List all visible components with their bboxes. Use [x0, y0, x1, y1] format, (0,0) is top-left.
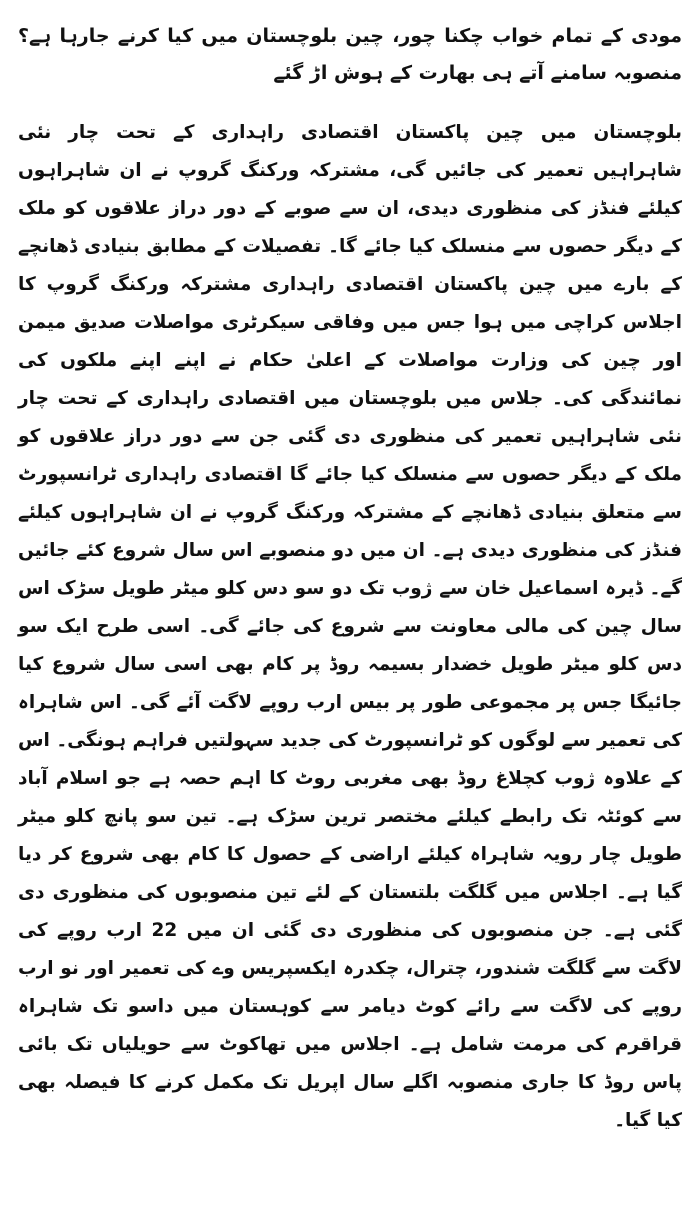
- article-body: بلوچستان میں چین پاکستان اقتصادی راہداری کے تحت چار نئی شاہراہیں تعمیر کی جائیں گی، مشترکہ ورکنگ گروپ نے ان شاہراہوں کیلئے فنڈز کی منظوری دیدی، ان سے صوبے کے دور دراز علاقوں کو ملک کے دیگر حصوں سے منسلک کیا جائے گا۔ تفصیلات کے مطابق بنیادی ڈھانچے کے بارے میں چین پاکستان اقتصادی راہداری مشترکہ ورکنگ گروپ کا اجلاس کراچی میں ہوا جس میں وفاقی سیکرٹری مواصلات صدیق میمن اور چین کی وزارت مواصلات کے اعلیٰ حکام نے اپنے اپنے ملکوں کی نمائندگی کی۔ جلاس میں بلوچستان میں اقتصادی راہداری کے تحت چار نئی شاہراہیں تعمیر کی منظوری دی گئی جن سے دور دراز علاقوں کو ملک کے دیگر حصوں سے منسلک کیا جائے گا اقتصادی راہداری ٹرانسپورٹ سے متعلق بنیادی ڈھانچے کے مشترکہ ورکنگ گروپ نے ان شاہراہوں کیلئے فنڈز کی منظوری دیدی ہے۔ ان میں دو منصوبے اس سال شروع کئے جائیں گے۔ ڈیرہ اسماعیل خان سے ژوب تک دو سو دس کلو میٹر طویل سڑک اس سال چین کی مالی معاونت سے شروع کی جائے گی۔ اسی طرح ایک سو دس کلو میٹر طویل خضدار بسیمہ روڈ پر کام بھی اسی سال شروع کیا جائیگا جس پر مجموعی طور پر بیس ارب روپے لاگت آئے گی۔ اس شاہراہ کی تعمیر سے لوگوں کو ٹرانسپورٹ کی جدید سہولتیں فراہم ہونگی۔ اس کے علاوہ ژوب کچلاغ روڈ بھی مغربی روٹ کا اہم حصہ ہے جو اسلام آباد سے کوئٹہ تک رابطے کیلئے مختصر ترین سڑک ہے۔ تین سو پانچ کلو میٹر طویل چار رویہ شاہراہ کیلئے اراضی کے حصول کا کام بھی شروع کر دیا گیا ہے۔ اجلاس میں گلگت بلتستان کے لئے تین منصوبوں کی منظوری دی گئی ہے۔ جن منصوبوں کی منظوری دی گئی ان میں 22 ارب روپے کی لاگت سے گلگت شندور، چترال، چکدرہ ایکسپریس وے کی تعمیر اور نو ارب روپے کی لاگت سے رائے کوٹ دیامر سے کوہستان میں داسو تک شاہراہ قراقرم کی مرمت شامل ہے۔ اجلاس میں تھاکوٹ سے حویلیاں تک بائی پاس روڈ کا جاری منصوبہ اگلے سال اپریل تک مکمل کرنے کا فیصلہ بھی کیا گیا۔: [18, 122, 682, 1131]
- article-headline: مودی کے تمام خواب چکنا چور، چین بلوچستان میں کیا کرنے جارہا ہے؟ منصوبہ سامنے آتے ہی بھارت کے ہوش اڑ گئے: [18, 25, 682, 84]
